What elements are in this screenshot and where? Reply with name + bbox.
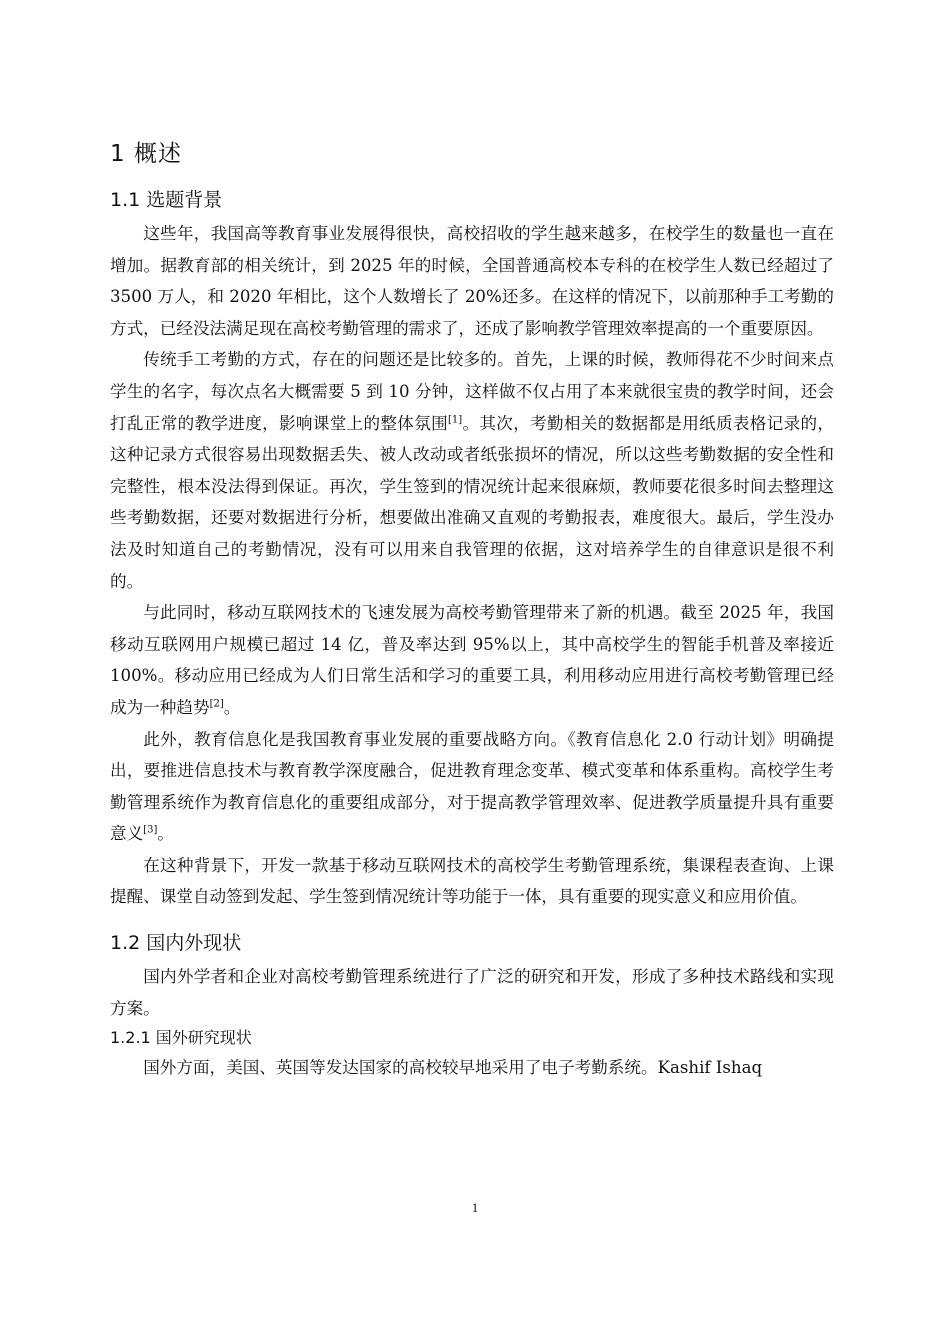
section-title-status: 1.2 国内外现状 xyxy=(110,932,242,955)
document-page xyxy=(110,134,834,1084)
paragraph-text: 传统手工考勤的方式，存在的问题还是比较多的。首先，上课的时候，教师得花不少时间来点学生的名字，每次点名大概需要 5 到 10 分钟，这样做不仅占用了本来就很宝贵的教学时间，还会打乱正常的教学进度，影响课堂上的整体氛围 xyxy=(110,350,834,433)
paragraph-text: 。其次，考勤相关的数据都是用纸质表格记录的，这种记录方式很容易出现数据丢失、被人改动或者纸张损坏的情况，所以这些考勤数据的安全性和完整性，根本没法得到保证。再次，学生签到的情况统计起来很麻烦，教师要花很多时间去整理这些考勤数据，还要对数据进行分析，想要做出准确又直观的考勤报表，难度很大。最后，学生没办法及时知道自己的考勤情况，没有可以用来自我管理的依据，这对培养学生的自律意识是很不利的。 xyxy=(110,413,835,591)
paragraph: 在这种背景下，开发一款基于移动互联网技术的高校学生考勤管理系统，集课程表查询、上课提醒、课堂自动签到发起、学生签到情况统计等功能于一体，具有重要的现实意义和应用价值。 xyxy=(110,855,834,907)
paragraph xyxy=(110,724,834,850)
citation-marker: [2] xyxy=(209,698,224,710)
paragraph: 这些年，我国高等教育事业发展得很快，高校招收的学生越来越多，在校学生的数量也一直在增加。据教育部的相关统计，到 2025 年的时候，全国普通高校本专科的在校学生人数已经超过了 3500 万人，和 2020 年相比，这个人数增长了 20%还多。在这样的情况下，以前那种手工考勤的方式，已经没法满足现在高校考勤管理的需求了，还成了影响教学管理效率提高的一个重要原因。 xyxy=(110,224,834,338)
paragraph xyxy=(110,344,834,597)
paragraph: 国内外学者和企业对高校考勤管理系统进行了广泛的研究和开发，形成了多种技术路线和实现方案。 xyxy=(110,967,834,1018)
paragraph xyxy=(110,597,834,723)
section-title-background: 1.1 选题背景 xyxy=(110,189,223,211)
paragraph-text: 与此同时，移动互联网技术的飞速发展为高校考勤管理带来了新的机遇。截至 2025 年，我国移动互联网用户规模已超过 14 亿，普及率达到 95%以上，其中高校学生的智能手机普及率接近 100%。移动应用已经成为人们日常生活和学习的重要工具，利用移动应用进行高校考勤管理已经成为一种趋势 xyxy=(110,603,834,717)
citation-marker: [3] xyxy=(143,824,158,836)
chapter-title: 1 概述 xyxy=(110,141,182,167)
paragraph-text: 。 xyxy=(223,697,241,717)
paragraph-text: 。 xyxy=(157,824,174,844)
subsection-title-foreign: 1.2.1 国外研究现状 xyxy=(110,1028,252,1048)
citation-marker: [1] xyxy=(448,414,463,426)
page-number: 1 xyxy=(471,1200,479,1215)
paragraph: 国外方面，美国、英国等发达国家的高校较早地采用了电子考勤系统。Kashif Ishaq xyxy=(143,1058,763,1078)
paragraph-text: 此外，教育信息化是我国教育事业发展的重要战略方向。《教育信息化 2.0 行动计划》明确提出，要推进信息技术与教育教学深度融合，促进教育理念变革、模式变革和体系重构。高校学生考勤管理系统作为教育信息化的重要组成部分，对于提高教学管理效率、促进教学质量提升具有重要意义 xyxy=(110,729,834,844)
